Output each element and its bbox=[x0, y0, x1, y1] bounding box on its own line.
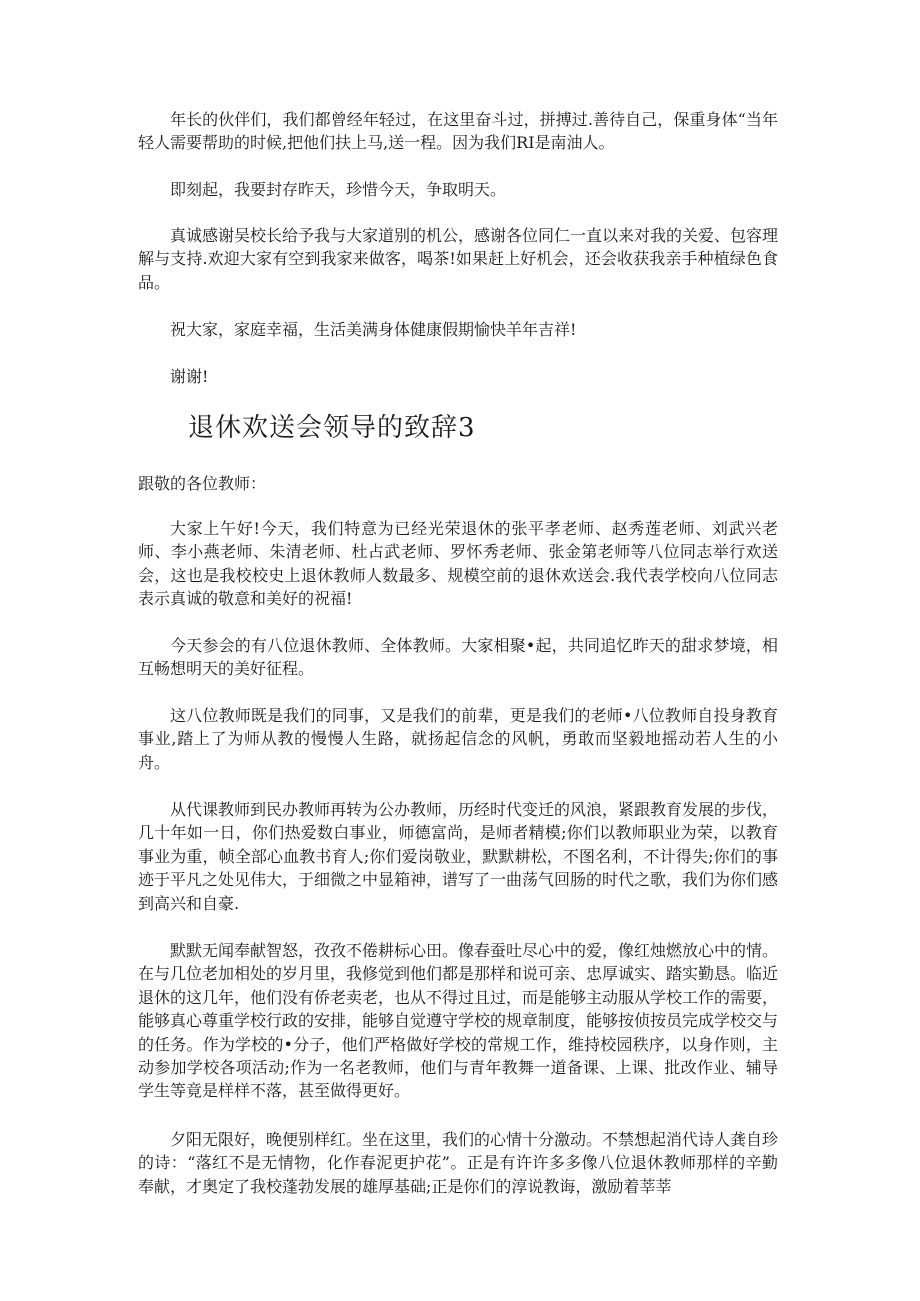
paragraph-wishes: 祝大家，家庭幸福，生活美满身体健康假期愉快羊年吉祥! bbox=[170, 320, 577, 339]
paragraph-greeting: 大家上午好!今天，我们特意为已经光荣退休的张平孝老师、赵秀莲老师、刘武兴老师、李小燕老师、朱清老师、杜占武老师、罗怀秀老师、张金第老师等八位同志举行欢送会，这也是我校校史上退休教师人数最多、规模空前的退休欢送会.我代表学校向八位同志表示真诚的敬意和美好的祝福! bbox=[138, 519, 778, 609]
paragraph-elders: 年长的伙伴们，我们都曾经年轻过，在这里奋斗过，拼搏过.善待自己，保重身体“当年轻人需要帮助的时候,把他们扶上马,送一程。因为我们RI是南油人。 bbox=[138, 110, 778, 153]
paragraph-resolve: 即刻起，我要封存昨天，珍惜今天，争取明天。 bbox=[170, 180, 507, 199]
paragraph-attendees: 今天参会的有八位退休教师、全体教师。大家相聚•起，共同追忆昨天的甜求梦境，相互畅想明天的美好征程。 bbox=[138, 636, 778, 679]
paragraph-career: 从代课教师到民办教师再转为公办教师，历经时代变迁的风浪，紧跟教育发展的步伐，几十年如一日，你们热爱数白事业，师德富尚，是师者精模;你们以教师职业为荣，以教育事业为重，帧全部心血教书育人;你们爱岗敬业，默默耕松，不图名利，不计得失;你们的事迹于平凡之处见伟大，于细微之中显箱神，谱写了一曲荡气回肠的时代之歌，我们为你们感到高兴和自豪. bbox=[138, 800, 779, 913]
paragraph-thank-you: 谢谢! bbox=[170, 367, 209, 386]
paragraph-dedication: 默默无闻奉献智怒，孜孜不倦耕标心田。像春蚕吐尽心中的爱，像红烛燃放心中的情。在与几位老加相处的岁月里，我修觉到他们都是那样和说可亲、忠厚诚实、踏实勤恳。临近退休的这几年，他们没有侨老卖老，也从不得过且过，而是能够主动服从学校工作的需要，能够真心尊重学校行政的安排，能够自觉遵守学校的规章制度，能够按侦按员完成学校交与的任务。作为学校的•分子，他们严格做好学校的常规工作，维持校园秩序，以身作则，主动参加学校各项活动;作为一名老教师，他们与青年教舞一道备课、上课、批改作业、辅导学生等竟是样样不落，甚至做得更好。 bbox=[138, 941, 779, 1101]
section-title: 退休欢送会领导的致辞3 bbox=[188, 413, 476, 443]
paragraph-colleagues: 这八位教师既是我们的同事，又是我们的前辈，更是我们的老师•八位教师自投身教育事业,踏上了为师从教的慢慢人生路，就扬起信念的风帆，勇敢而坚毅地摇动若人生的小舟。 bbox=[138, 706, 778, 772]
paragraph-sunset: 夕阳无限好，晚便别样红。坐在这里，我们的心情十分激动。不禁想起消代诗人龚自珍的诗：“落红不是无情物，化作春泥更护花”。正是有许许多多像八位退休教师那样的辛勤奉献，才奥定了我校蓬勃发展的雄厚基础;正是你们的淳说教诲，激励着莘莘 bbox=[138, 1130, 779, 1196]
salutation: 跟敬的各位教师： bbox=[138, 474, 267, 493]
paragraph-thanks: 真诚感谢吴校长给予我与大家道别的机公，感谢各位同仁一直以来对我的关爱、包容理解与支持.欢迎大家有空到我家来做客，喝茶!如果赶上好机会，还会收获我亲手种植绿色食品。 bbox=[138, 226, 779, 292]
